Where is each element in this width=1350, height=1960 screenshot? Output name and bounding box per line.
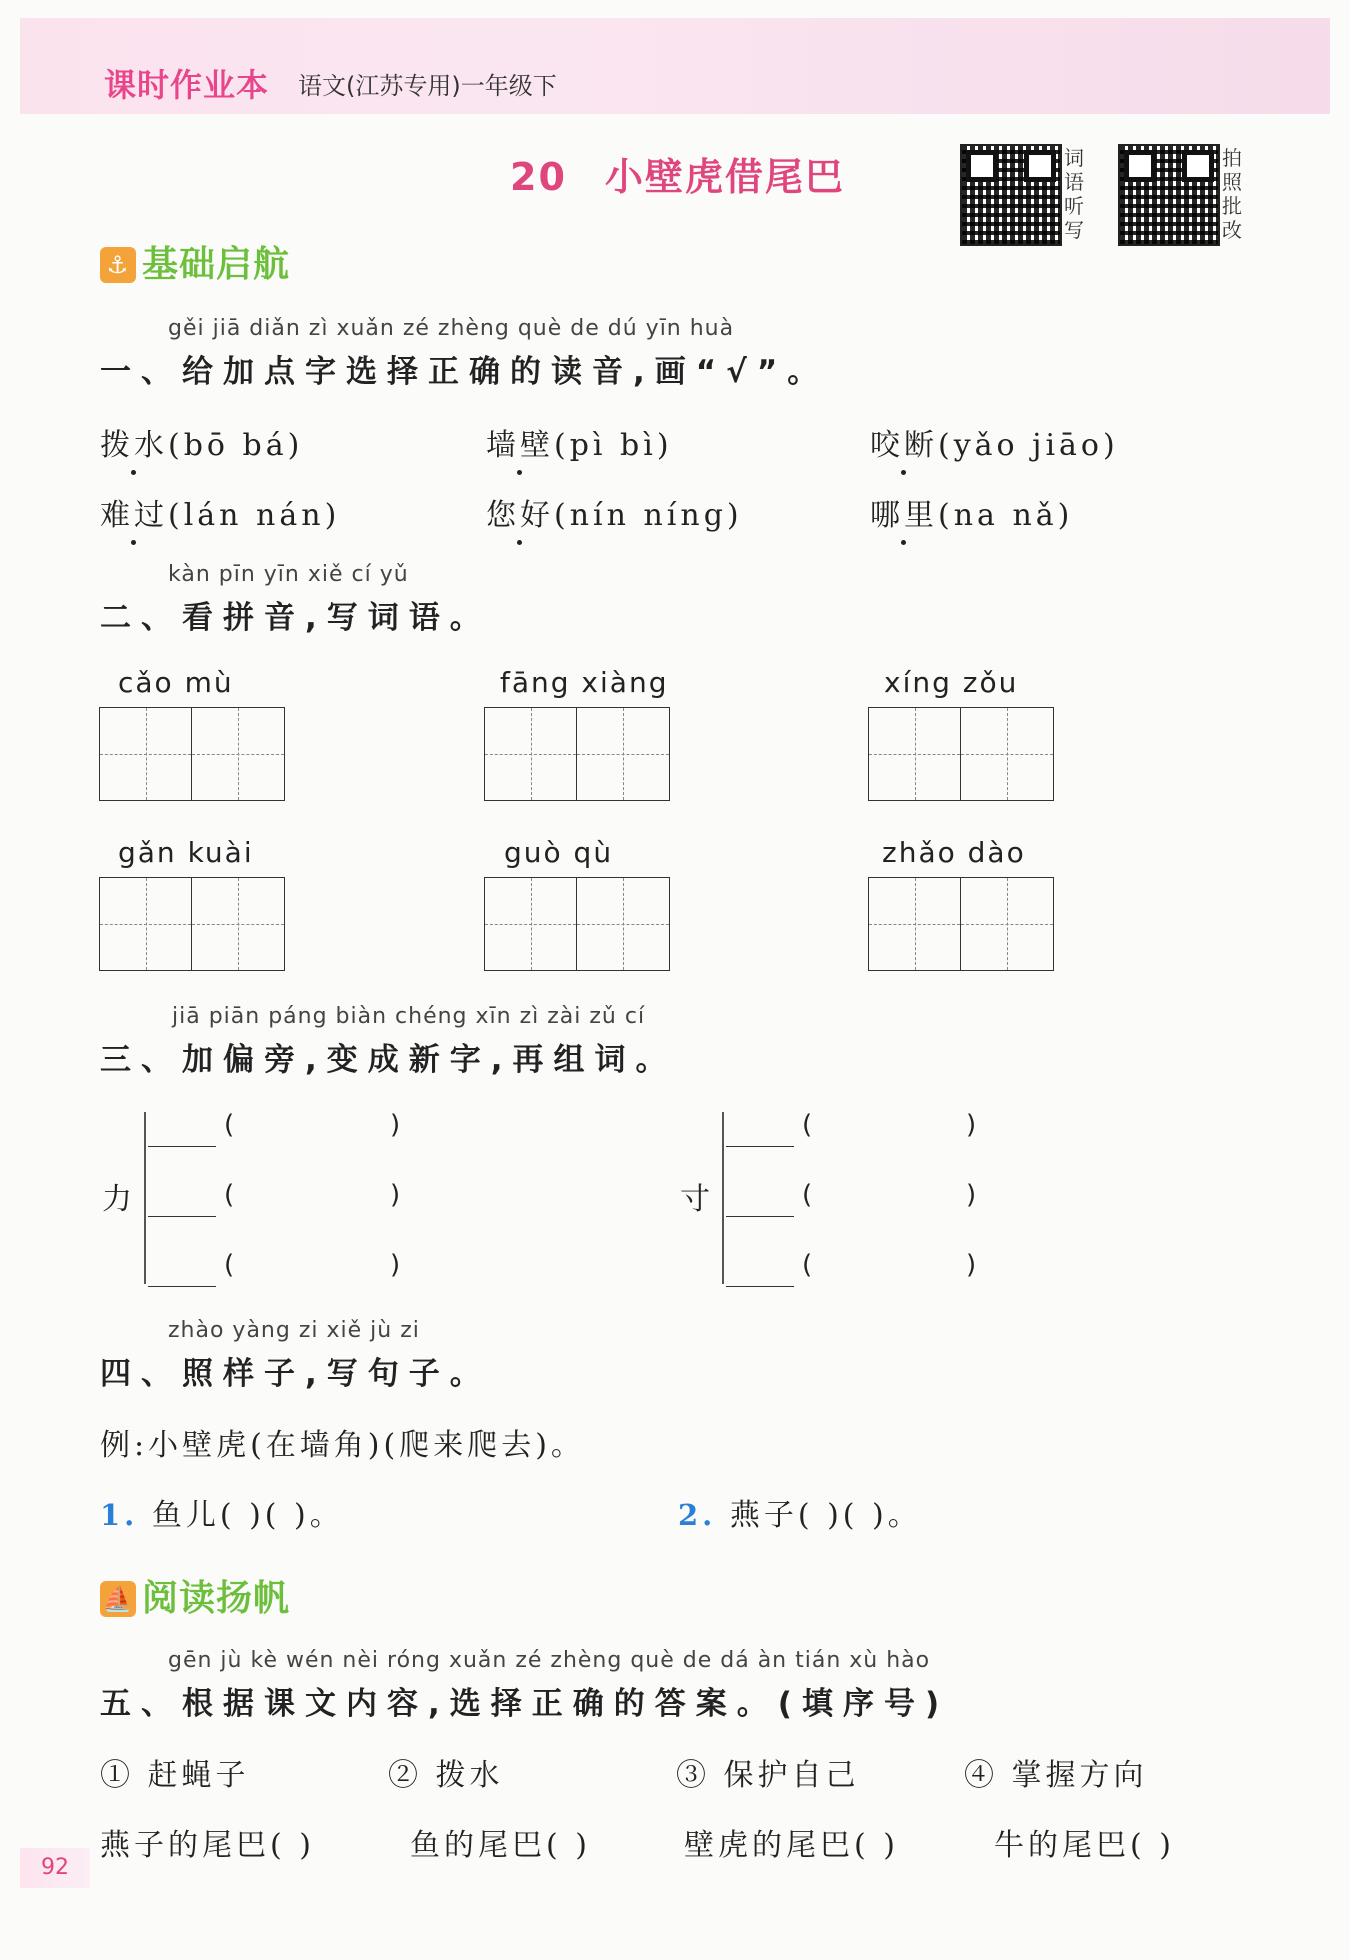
q3-left-blank-3[interactable] [148,1284,216,1287]
q3-left-close-paren-1: ) [390,1110,401,1140]
q4-title: 四、照样子,写句子。 [100,1356,491,1392]
q1-item-4-options: (lán nán) [168,498,341,533]
q1-item-3[interactable] [870,420,1119,464]
q3-right-blank-3[interactable] [726,1284,794,1287]
q1-item-6[interactable] [870,490,1073,534]
q1-item-3-word: 咬断 [870,428,938,463]
book-brand: 课时作业本 [104,66,270,104]
tian-cell[interactable] [961,878,1053,970]
q3-right-blank-2[interactable] [726,1214,794,1217]
q3-left-open-paren-1: ( [224,1110,235,1140]
section-basic-title: 基础启航 [142,244,291,285]
q2-pinyin: kàn pīn yīn xiě cí yǔ [168,562,409,587]
q1-item-1[interactable] [100,420,303,464]
q3-right-close-paren-2: ) [966,1180,977,1210]
q4-item-1-text: 鱼儿( )( )。 [151,1498,344,1533]
q4-item-2-number: 2. [678,1498,717,1532]
lesson-number: 20 [510,155,567,199]
tian-cell[interactable] [869,878,961,970]
lesson-name: 小壁虎借尾巴 [604,155,845,199]
q2-pinyin-6: zhǎo dào [882,836,1026,869]
qr-code-dictation[interactable] [960,144,1062,246]
q3-left-open-paren-2: ( [224,1180,235,1210]
q3-right-open-paren-3: ( [802,1250,813,1280]
q3-title: 三、加偏旁,变成新字,再组词。 [100,1042,677,1078]
q5-option-3: ③ 保护自己 [676,1758,860,1793]
q5-title: 五、根据课文内容,选择正确的答案。(填序号) [100,1686,950,1722]
q4-item-1-number: 1. [100,1498,139,1532]
tian-cell[interactable] [192,878,284,970]
section-reading-title: 阅读扬帆 [142,1578,291,1619]
anchor-icon: ⚓ [100,247,136,283]
q3-right-close-paren-3: ) [966,1250,977,1280]
q1-item-6-options: (na nǎ) [938,498,1074,533]
q3-left-blank-1[interactable] [148,1144,216,1147]
q5-option-4: ④ 掌握方向 [964,1758,1148,1793]
q2-pinyin-2: fāng xiàng [500,666,669,699]
q4-pinyin: zhào yàng zi xiě jù zi [168,1318,420,1343]
q4-example: 例:小壁虎(在墙角)(爬来爬去)。 [100,1428,585,1463]
qr-label-dictation: 词语听写 [1064,146,1084,242]
q2-pinyin-4: gǎn kuài [118,836,254,869]
q3-left-brace [144,1112,146,1284]
q2-pinyin-3: xíng zǒu [884,666,1019,699]
q3-pinyin: jiā piān páng biàn chéng xīn zì zài zǔ cí [172,1004,646,1029]
q3-left-close-paren-2: ) [390,1180,401,1210]
q5-pinyin: gēn jù kè wén nèi róng xuǎn zé zhèng què de dá àn tián xù hào [168,1648,931,1673]
tian-cell[interactable] [485,708,577,800]
q1-item-5-word: 您好 [486,498,554,533]
lesson-title [510,146,845,201]
tian-cell[interactable] [577,878,669,970]
q5-blank-fish[interactable]: 鱼的尾巴( ) [410,1828,591,1863]
q2-writing-box-3[interactable] [868,707,1054,801]
q1-item-2-word: 墙壁 [486,428,554,463]
q2-pinyin-1: cǎo mù [118,666,234,699]
qr-code-grading[interactable] [1118,144,1220,246]
q1-item-4[interactable] [100,490,340,534]
qr-label-grading: 拍照批改 [1222,146,1242,242]
q3-right-brace [722,1112,724,1284]
page-number: 92 [20,1848,90,1888]
tian-cell[interactable] [961,708,1053,800]
q3-right-open-paren-2: ( [802,1180,813,1210]
q4-item-1[interactable] [100,1490,344,1534]
q2-pinyin-5: guò qù [504,836,614,869]
q3-left-close-paren-3: ) [390,1250,401,1280]
q3-left-blank-2[interactable] [148,1214,216,1217]
q4-item-2[interactable] [678,1490,922,1534]
q5-blank-gecko[interactable]: 壁虎的尾巴( ) [684,1828,899,1863]
q1-item-5-options: (nín níng) [554,498,743,533]
q3-right-close-paren-1: ) [966,1110,977,1140]
q1-item-5[interactable] [486,490,743,534]
q1-title: 一、给加点字选择正确的读音,画“√”。 [100,354,829,390]
q1-item-6-word: 哪里 [870,498,938,533]
book-subtitle: 语文(江苏专用)一年级下 [298,72,557,100]
tian-cell[interactable] [869,708,961,800]
q1-pinyin: gěi jiā diǎn zì xuǎn zé zhèng què de dú yīn huà [168,316,735,341]
q5-option-1: ① 赶蝇子 [100,1758,250,1793]
q2-writing-box-2[interactable] [484,707,670,801]
q2-writing-box-5[interactable] [484,877,670,971]
tian-cell[interactable] [100,878,192,970]
q1-item-2[interactable] [486,420,673,464]
q2-writing-box-6[interactable] [868,877,1054,971]
tian-cell[interactable] [100,708,192,800]
section-reading [100,1570,290,1621]
q3-right-char: 寸 [680,1182,714,1217]
q1-item-4-word: 难过 [100,498,168,533]
q5-option-2: ② 拨水 [388,1758,504,1793]
q4-item-2-text: 燕子( )( )。 [729,1498,922,1533]
q3-left-open-paren-3: ( [224,1250,235,1280]
tian-cell[interactable] [485,878,577,970]
q1-item-2-options: (pì bì) [554,428,673,463]
q3-right-blank-1[interactable] [726,1144,794,1147]
q2-writing-box-4[interactable] [99,877,285,971]
q1-item-3-options: (yǎo jiāo) [938,428,1119,463]
section-basic [100,236,290,287]
q1-item-1-word: 拨水 [100,428,168,463]
tian-cell[interactable] [192,708,284,800]
tian-cell[interactable] [577,708,669,800]
q1-item-1-options: (bō bá) [168,428,304,463]
sail-icon: ⛵ [100,1581,136,1617]
q2-writing-box-1[interactable] [99,707,285,801]
q3-right-open-paren-1: ( [802,1110,813,1140]
q2-title: 二、看拼音,写词语。 [100,600,491,636]
q3-left-char: 力 [102,1182,136,1217]
q5-blank-swallow[interactable]: 燕子的尾巴( ) [100,1828,315,1863]
q5-blank-cow[interactable]: 牛的尾巴( ) [994,1828,1175,1863]
